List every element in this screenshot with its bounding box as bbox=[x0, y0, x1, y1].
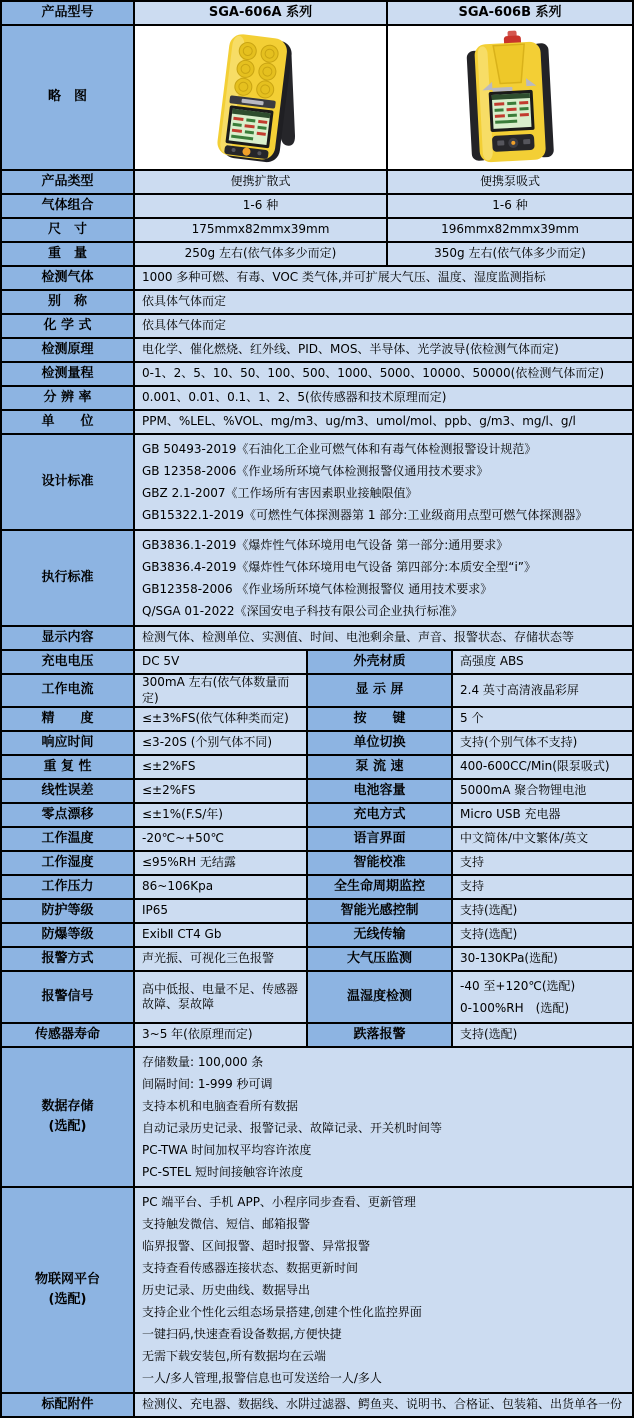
row-value-lines bbox=[135, 1048, 634, 1188]
sketch-row bbox=[2, 26, 634, 171]
row-value: 3~5 年(依原理而定) bbox=[135, 1024, 308, 1048]
row-label: 尺 寸 bbox=[2, 219, 135, 243]
product-photo-sga-606a bbox=[135, 26, 388, 171]
table-row-detect-gas bbox=[2, 267, 634, 291]
temp-humidity-line: 0-100%RH (选配) bbox=[460, 1001, 569, 1016]
row-label-2: 按 键 bbox=[308, 708, 453, 732]
header-row bbox=[2, 2, 634, 26]
iot-line: 无需下载安装包,所有数据均在云端 bbox=[142, 1349, 326, 1364]
storage-line: PC-STEL 短时间接触容许浓度 bbox=[142, 1165, 303, 1180]
row-value-2: 支持(选配) bbox=[453, 900, 634, 924]
row-label: 化 学 式 bbox=[2, 315, 135, 339]
iot-line: 支持企业个性化云组态场景搭建,创建个性化监控界面 bbox=[142, 1305, 422, 1320]
row-label-2: 大气压监测 bbox=[308, 948, 453, 972]
table-row-unit bbox=[2, 411, 634, 435]
gas-detector-b-illustration bbox=[435, 29, 585, 167]
row-value: ≤±1%(F.S/年) bbox=[135, 804, 308, 828]
row-value: DC 5V bbox=[135, 651, 308, 675]
row-label: 响应时间 bbox=[2, 732, 135, 756]
table-row-working-temp bbox=[2, 828, 634, 852]
row-label: 精 度 bbox=[2, 708, 135, 732]
table-row-weight bbox=[2, 243, 634, 267]
iot-line: 历史记录、历史曲线、数据导出 bbox=[142, 1283, 311, 1298]
row-value-2: 支持 bbox=[453, 876, 634, 900]
row-value-2: 5 个 bbox=[453, 708, 634, 732]
product-photo-sga-606b bbox=[388, 26, 634, 171]
table-row-resolution bbox=[2, 387, 634, 411]
row-label: 执行标准 bbox=[2, 531, 135, 627]
table-row-gas-combo bbox=[2, 195, 634, 219]
standard-line: GB3836.4-2019《爆炸性气体环境用电气设备 第四部分:本质安全型“i”》 bbox=[142, 560, 537, 574]
row-label: 防护等级 bbox=[2, 900, 135, 924]
iot-line: PC 端平台、手机 APP、小程序同步查看、更新管理 bbox=[142, 1195, 416, 1210]
row-value-2: 高强度 ABS bbox=[453, 651, 634, 675]
row-label: 检测量程 bbox=[2, 363, 135, 387]
row-label-2: 充电方式 bbox=[308, 804, 453, 828]
table-row-data-storage bbox=[2, 1048, 634, 1188]
table-row-principle bbox=[2, 339, 634, 363]
row-label: 重 量 bbox=[2, 243, 135, 267]
row-value: ≤95%RH 无结露 bbox=[135, 852, 308, 876]
row-value: 检测仪、充电器、数据线、水阱过滤器、鳄鱼夹、说明书、合格证、包装箱、出货单各一份 bbox=[135, 1394, 634, 1418]
row-label-2: 温湿度检测 bbox=[308, 972, 453, 1024]
table-row-range bbox=[2, 363, 634, 387]
iot-line: 临界报警、区间报警、超时报警、异常报警 bbox=[142, 1239, 371, 1254]
row-value-2: 2.4 英寸高清液晶彩屏 bbox=[453, 675, 634, 708]
model-b-title: SGA-606B 系列 bbox=[388, 2, 634, 26]
row-value-2: 支持(选配) bbox=[453, 1024, 634, 1048]
row-label: 零点漂移 bbox=[2, 804, 135, 828]
value-b: 196mmx82mmx39mm bbox=[388, 219, 634, 243]
iot-line: 支持触发微信、短信、邮箱报警 bbox=[142, 1217, 311, 1232]
row-label-2: 单位切换 bbox=[308, 732, 453, 756]
row-value: 0.001、0.01、0.1、1、2、5(依传感器和技术原理而定) bbox=[135, 387, 634, 411]
row-value: ExibⅡ CT4 Gb bbox=[135, 924, 308, 948]
table-row-charge-voltage bbox=[2, 651, 634, 675]
gas-detector-a-illustration bbox=[186, 29, 336, 167]
row-label: 分 辨 率 bbox=[2, 387, 135, 411]
storage-line: 存储数量: 100,000 条 bbox=[142, 1055, 264, 1070]
standard-line: Q/SGA 01-2022《深国安电子科技有限公司企业执行标准》 bbox=[142, 604, 463, 618]
value-a: 250g 左右(依气体多少而定) bbox=[135, 243, 388, 267]
row-value-2: 400-600CC/Min(限泵吸式) bbox=[453, 756, 634, 780]
row-label: 显示内容 bbox=[2, 627, 135, 651]
row-label: 检测原理 bbox=[2, 339, 135, 363]
table-row-formula bbox=[2, 315, 634, 339]
value-a: 便携扩散式 bbox=[135, 171, 388, 195]
row-label-2: 电池容量 bbox=[308, 780, 453, 804]
row-value-2-lines bbox=[453, 972, 634, 1024]
table-row-alarm-signal bbox=[2, 972, 634, 1024]
standard-line: GB3836.1-2019《爆炸性气体环境用电气设备 第一部分:通用要求》 bbox=[142, 538, 509, 552]
row-label: 工作湿度 bbox=[2, 852, 135, 876]
table-row-alias bbox=[2, 291, 634, 315]
row-value: 高中低报、电量不足、传感器故障、泵故障 bbox=[135, 972, 308, 1024]
row-value: 声光振、可视化三色报警 bbox=[135, 948, 308, 972]
row-value: 电化学、催化燃烧、红外线、PID、MOS、半导体、光学波导(依检测气体而定) bbox=[135, 339, 634, 363]
row-value-2: 5000mA 聚合物锂电池 bbox=[453, 780, 634, 804]
row-value-2: 中文简体/中文繁体/英文 bbox=[453, 828, 634, 852]
row-label bbox=[2, 1048, 135, 1188]
table-row-zero-drift bbox=[2, 804, 634, 828]
row-label: 设计标准 bbox=[2, 435, 135, 531]
row-label: 工作温度 bbox=[2, 828, 135, 852]
table-row-repeatability bbox=[2, 756, 634, 780]
standard-line: GB15322.1-2019《可燃性气体探测器第 1 部分:工业级商用点型可燃气体探测器》 bbox=[142, 508, 588, 522]
row-label: 防爆等级 bbox=[2, 924, 135, 948]
row-value: ≤±2%FS bbox=[135, 756, 308, 780]
table-row-ip-rating bbox=[2, 900, 634, 924]
row-label-line: 物联网平台 bbox=[34, 1272, 100, 1288]
table-row-product-type bbox=[2, 171, 634, 195]
table-row-iot-platform bbox=[2, 1188, 634, 1394]
row-value: 依具体气体而定 bbox=[135, 315, 634, 339]
storage-line: PC-TWA 时间加权平均容许浓度 bbox=[142, 1143, 312, 1158]
standard-line: GB 12358-2006《作业场所环境气体检测报警仪通用技术要求》 bbox=[142, 464, 489, 478]
value-a: 1-6 种 bbox=[135, 195, 388, 219]
row-label: 重 复 性 bbox=[2, 756, 135, 780]
storage-line: 间隔时间: 1-999 秒可调 bbox=[142, 1077, 273, 1092]
row-label-2: 语言界面 bbox=[308, 828, 453, 852]
row-label-2: 跌落报警 bbox=[308, 1024, 453, 1048]
table-row-accessories bbox=[2, 1394, 634, 1418]
table-row-working-current bbox=[2, 675, 634, 708]
iot-line: 一键扫码,快速查看设备数据,方便快捷 bbox=[142, 1327, 342, 1342]
table-row-linearity bbox=[2, 780, 634, 804]
row-value: ≤±3%FS(依气体种类而定) bbox=[135, 708, 308, 732]
row-label: 检测气体 bbox=[2, 267, 135, 291]
iot-line: 支持查看传感器连接状态、数据更新时间 bbox=[142, 1261, 359, 1276]
row-value: 0-1、2、5、10、50、100、500、1000、5000、10000、50000(依检测气体而定) bbox=[135, 363, 634, 387]
storage-line: 支持本机和电脑查看所有数据 bbox=[142, 1099, 299, 1114]
row-value-2: 支持(个别气体不支持) bbox=[453, 732, 634, 756]
row-label: 工作压力 bbox=[2, 876, 135, 900]
table-row-ex-rating bbox=[2, 924, 634, 948]
table-row-display-content bbox=[2, 627, 634, 651]
value-b: 便携泵吸式 bbox=[388, 171, 634, 195]
row-label bbox=[2, 1188, 135, 1394]
row-value-lines bbox=[135, 1188, 634, 1394]
row-value: 300mA 左右(依气体数量而定) bbox=[135, 675, 308, 708]
temp-humidity-line: -40 至+120℃(选配) bbox=[460, 979, 576, 994]
row-label: 单 位 bbox=[2, 411, 135, 435]
table-row-design-standards bbox=[2, 435, 634, 531]
row-label: 传感器寿命 bbox=[2, 1024, 135, 1048]
row-label: 气体组合 bbox=[2, 195, 135, 219]
row-value-2: Micro USB 充电器 bbox=[453, 804, 634, 828]
row-value: IP65 bbox=[135, 900, 308, 924]
standard-line: GB12358-2006 《作业场所环境气体检测报警仪 通用技术要求》 bbox=[142, 582, 493, 596]
row-label-2: 外壳材质 bbox=[308, 651, 453, 675]
row-value-2: 支持(选配) bbox=[453, 924, 634, 948]
model-a-title: SGA-606A 系列 bbox=[135, 2, 388, 26]
table-row-accuracy bbox=[2, 708, 634, 732]
row-label: 报警方式 bbox=[2, 948, 135, 972]
standard-line: GBZ 2.1-2007《工作场所有害因素职业接触限值》 bbox=[142, 486, 418, 500]
row-value-lines bbox=[135, 531, 634, 627]
row-label-line: (选配) bbox=[48, 1119, 87, 1135]
value-b: 1-6 种 bbox=[388, 195, 634, 219]
table-row-working-humidity bbox=[2, 852, 634, 876]
row-value: ≤±2%FS bbox=[135, 780, 308, 804]
row-label: 产品类型 bbox=[2, 171, 135, 195]
row-label: 别 称 bbox=[2, 291, 135, 315]
row-value-lines bbox=[135, 435, 634, 531]
row-value: PPM、%LEL、%VOL、mg/m3、ug/m3、umol/mol、ppb、g/m3、mg/l、g/l bbox=[135, 411, 634, 435]
table-row-alarm-mode bbox=[2, 948, 634, 972]
value-b: 350g 左右(依气体多少而定) bbox=[388, 243, 634, 267]
row-label: 工作电流 bbox=[2, 675, 135, 708]
sketch-label: 略 图 bbox=[2, 26, 135, 171]
table-row-size bbox=[2, 219, 634, 243]
row-label-2: 无线传输 bbox=[308, 924, 453, 948]
row-value: 检测气体、检测单位、实测值、时间、电池剩余量、声音、报警状态、存储状态等 bbox=[135, 627, 634, 651]
storage-line: 自动记录历史记录、报警记录、故障记录、开关机时间等 bbox=[142, 1121, 443, 1136]
row-label: 标配附件 bbox=[2, 1394, 135, 1418]
row-value: 86~106Kpa bbox=[135, 876, 308, 900]
table-row-working-pressure bbox=[2, 876, 634, 900]
table-row-exec-standards bbox=[2, 531, 634, 627]
row-value: 1000 多种可燃、有毒、VOC 类气体,并可扩展大气压、温度、湿度监测指标 bbox=[135, 267, 634, 291]
row-label: 报警信号 bbox=[2, 972, 135, 1024]
row-label-line: (选配) bbox=[48, 1292, 87, 1308]
row-label-2: 智能光感控制 bbox=[308, 900, 453, 924]
iot-line: 一人/多人管理,报警信息也可发送给一人/多人 bbox=[142, 1371, 382, 1386]
row-value: -20℃~+50℃ bbox=[135, 828, 308, 852]
value-a: 175mmx82mmx39mm bbox=[135, 219, 388, 243]
row-label: 线性误差 bbox=[2, 780, 135, 804]
row-value-2: 30-130KPa(选配) bbox=[453, 948, 634, 972]
row-value: 依具体气体而定 bbox=[135, 291, 634, 315]
standard-line: GB 50493-2019《石油化工企业可燃气体和有毒气体检测报警设计规范》 bbox=[142, 442, 537, 456]
row-value-2: 支持 bbox=[453, 852, 634, 876]
row-label-2: 全生命周期监控 bbox=[308, 876, 453, 900]
row-label-2: 显 示 屏 bbox=[308, 675, 453, 708]
row-label-line: 数据存储 bbox=[41, 1099, 94, 1115]
header-label: 产品型号 bbox=[2, 2, 135, 26]
row-value: ≤3-20S (个别气体不同) bbox=[135, 732, 308, 756]
row-label-2: 智能校准 bbox=[308, 852, 453, 876]
row-label: 充电电压 bbox=[2, 651, 135, 675]
row-label-2: 泵 流 速 bbox=[308, 756, 453, 780]
table-row-response-time bbox=[2, 732, 634, 756]
table-row-sensor-life bbox=[2, 1024, 634, 1048]
